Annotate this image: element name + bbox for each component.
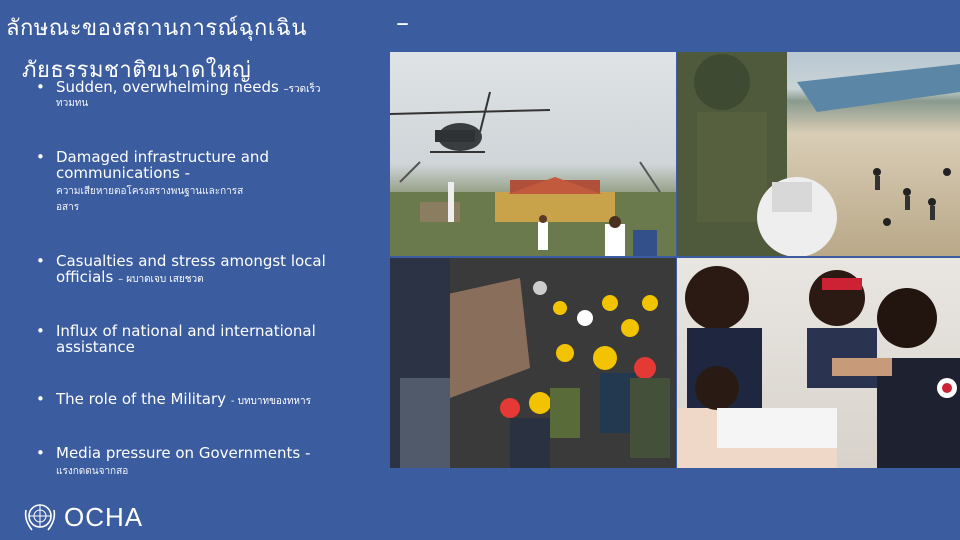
bullet-en: Damaged infrastructure and bbox=[56, 148, 269, 166]
photo-collage bbox=[390, 52, 960, 468]
slide-title-line1: ลักษณะของสถานการณ์ฉุกเฉิน bbox=[6, 16, 307, 41]
bullet-th2: อสาร bbox=[56, 202, 80, 213]
slide-title-line2: ภัยธรรมชาติขนาดใหญ่ bbox=[22, 58, 252, 83]
bullet-text bbox=[56, 390, 311, 409]
medical-care-photo-art bbox=[677, 258, 960, 468]
bullet-en: The role of the Military bbox=[56, 390, 227, 408]
bullet-en2: communications - bbox=[56, 164, 190, 182]
bullet-dot: • bbox=[36, 322, 45, 340]
bullet-en: Casualties and stress amongst local bbox=[56, 252, 326, 270]
bullet-th: ความเสียหายตอโครงสรางพนฐานและการส bbox=[56, 186, 244, 197]
bullet-en2 bbox=[56, 268, 204, 287]
bullet-th: ทวมทน bbox=[56, 98, 89, 109]
bullet-dot: • bbox=[36, 390, 45, 408]
rescue-crowd-photo-art bbox=[390, 258, 676, 468]
bullet-dot: • bbox=[36, 444, 45, 462]
title-dash: – bbox=[396, 8, 409, 38]
helicopter-photo-art bbox=[390, 52, 676, 256]
rescue-crowd-photo bbox=[390, 258, 676, 468]
bullet-dot: • bbox=[36, 252, 45, 270]
bullet-en: Sudden, overwhelming needs bbox=[56, 78, 279, 96]
soldier-supplies-photo bbox=[677, 52, 960, 256]
soldier-supplies-photo-art bbox=[677, 52, 960, 256]
helicopter-photo bbox=[390, 52, 676, 256]
ocha-logo-text: OCHA bbox=[64, 502, 144, 532]
bullet-en2: assistance bbox=[56, 338, 135, 356]
bullet-dot: • bbox=[36, 78, 45, 96]
bullet-text bbox=[56, 78, 321, 97]
bullet-en: Influx of national and international bbox=[56, 322, 316, 340]
bullet-th-inline: – ผบาดเจบ เสยชวต bbox=[118, 274, 204, 285]
un-emblem-icon bbox=[22, 500, 58, 534]
bullet-th-inline: –รวดเร็ว bbox=[283, 84, 321, 95]
bullet-en: Media pressure on Governments - bbox=[56, 444, 311, 462]
medical-care-photo bbox=[677, 258, 960, 468]
bullet-dot: • bbox=[36, 148, 45, 166]
bullet-th: แรงกดดนจากสอ bbox=[56, 466, 129, 477]
bullet-en2-text: officials bbox=[56, 268, 114, 286]
bullet-th-inline: - บทบาทของทหาร bbox=[230, 396, 311, 407]
